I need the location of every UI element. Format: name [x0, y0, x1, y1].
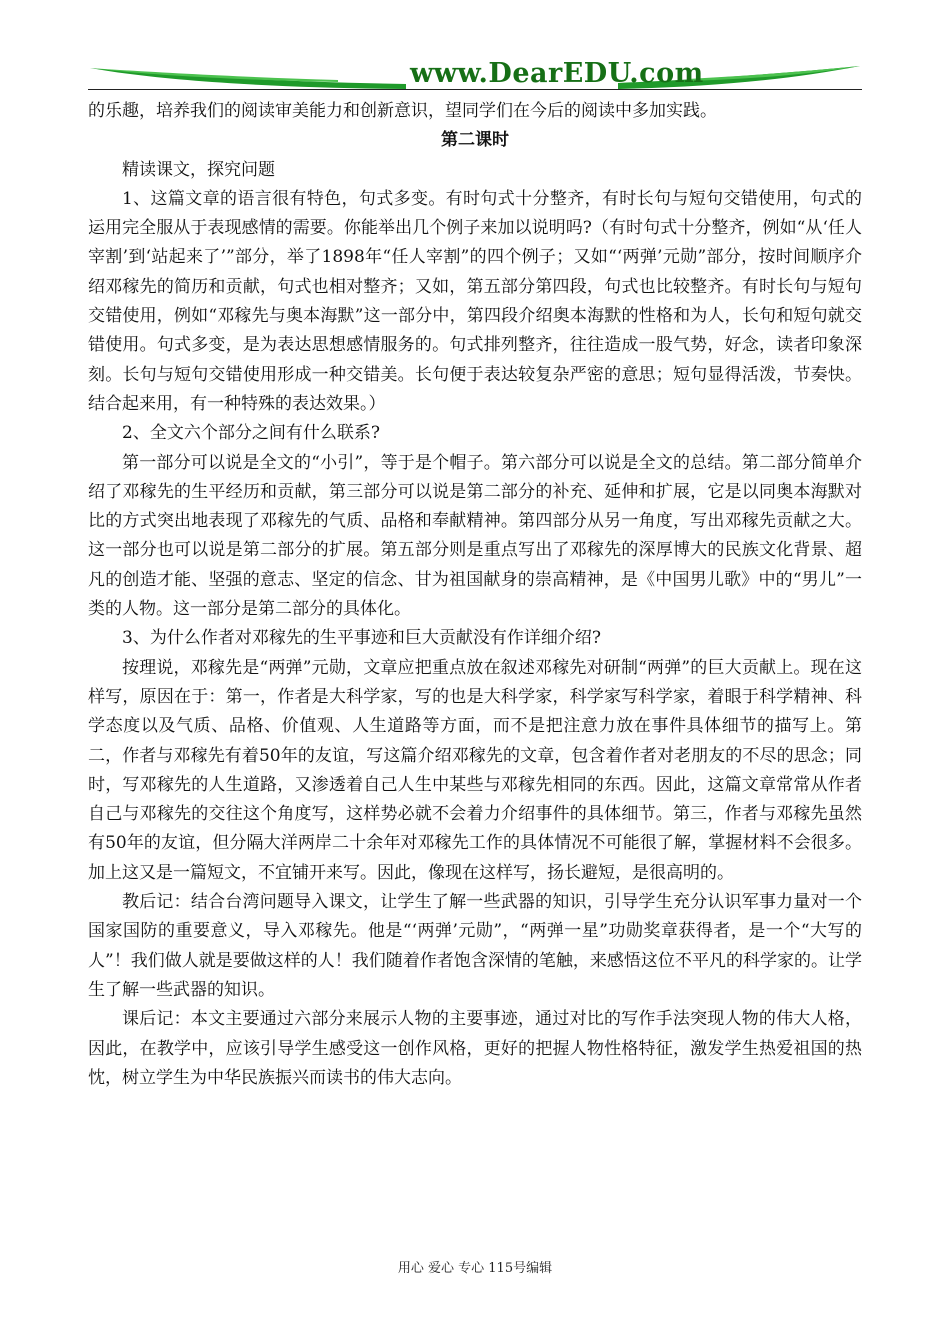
- answer-2-paragraph: 第一部分可以说是全文的“小引”，等于是个帽子。第六部分可以说是全文的总结。第二部分简单介绍了邓稼先的生平经历和贡献，第三部分可以说是第二部分的补充、延伸和扩展，它是以同奥本海默对比的方式突出地表现了邓稼先的气质、品格和奉献精神。第四部分从另一角度，写出邓稼先贡献之大。这一部分也可以说是第二部分的扩展。第五部分则是重点写出了邓稼先的深厚博大的民族文化背景、超凡的创造才能、坚强的意志、坚定的信念、甘为祖国献身的崇高精神，是《中国男儿歌》中的“男儿”一类的人物。这一部分是第二部分的具体化。: [88, 452, 862, 620]
- question-1-paragraph: 1、这篇文章的语言很有特色，句式多变。有时句式十分整齐，有时长句与短句交错使用，句式的运用完全服从于表现感情的需要。你能举出几个例子来加以说明吗?（有时句式十分整齐，例如“从‘任人宰割’到‘站起来了’”部分，举了1898年“任人宰割”的四个例子；又如“‘两弹’元勋”部分，按时间顺序介绍邓稼先的简历和贡献，句式也相对整齐；又如，第五部分第四段，句式也比较整齐。有时长句与短句交错使用，例如“邓稼先与奥本海默”这一部分中，第四段介绍奥本海默的性格和为人，长句和短句就交错使用。句式多变，是为表达思想感情服务的。句式排列整齐，往往造成一股气势，好念，读者印象深刻。长句与短句交错使用形成一种交错美。长句便于表达较复杂严密的意思；短句显得活泼，节奏快。结合起来用，有一种特殊的表达效果。）: [88, 188, 862, 414]
- answer-3-paragraph: 按理说，邓稼先是“两弹”元勋，文章应把重点放在叙述邓稼先对研制“两弹”的巨大贡献上。现在这样写，原因在于：第一，作者是大科学家，写的也是大科学家，科学家写科学家，着眼于科学精神、科学态度以及气质、品格、价值观、人生道路等方面，而不是把注意力放在事件具体细节的描写上。第二，作者与邓稼先有着50年的友谊，写这篇介绍邓稼先的文章，包含着作者对老朋友的不尽的思念；同时，写邓稼先的人生道路，又渗透着自己人生中某些与邓稼先相同的东西。因此，这篇文章常常从作者自己与邓稼先的交往这个角度写，这样势必就不会着力介绍事件的具体细节。第三，作者与邓稼先虽然有50年的友谊，但分隔大洋两岸二十余年对邓稼先工作的具体情况不可能很了解，掌握材料不会很多。加上这又是一篇短文，不宜铺开来写。因此，像现在这样写，扬长避短，是很高明的。: [88, 657, 862, 883]
- after-class-note-paragraph: 课后记：本文主要通过六部分来展示人物的主要事迹，通过对比的写作手法突现人物的伟大人格，因此，在教学中，应该引导学生感受这一创作风格，更好的把握人物性格特征，激发学生热爱祖国的热忱，树立学生为中华民族振兴而读书的伟大志向。: [88, 1009, 862, 1088]
- question-3-paragraph: 3、为什么作者对邓稼先的生平事迹和巨大贡献没有作详细介绍?: [122, 628, 601, 649]
- section-title: 第二课时: [441, 130, 509, 151]
- document-body: [88, 97, 862, 1093]
- header-divider: [88, 89, 862, 90]
- question-2-paragraph: 2、全文六个部分之间有什么联系?: [122, 423, 380, 444]
- teaching-note-paragraph: 教后记：结合台湾问题导入课文，让学生了解一些武器的知识，引导学生充分认识军事力量对一个国家国防的重要意义，导入邓稼先。他是“‘两弹’元勋”，“两弹一星”功勋奖章获得者，是一个“大写的人”！我们做人就是要做这样的人！我们随着作者饱含深情的笔触，来感悟这位不平凡的科学家的。让学生了解一些武器的知识。: [88, 892, 862, 1000]
- intro-paragraph: 精读课文，探究问题: [122, 159, 275, 180]
- page-footer: 用心 爱心 专心 115号编辑: [397, 1261, 553, 1276]
- site-logo-text: www.DearEDU.com: [410, 58, 704, 89]
- continuation-paragraph: 的乐趣，培养我们的阅读审美能力和创新意识，望同学们在今后的阅读中多加实践。: [88, 101, 717, 121]
- header-banner: [88, 52, 862, 98]
